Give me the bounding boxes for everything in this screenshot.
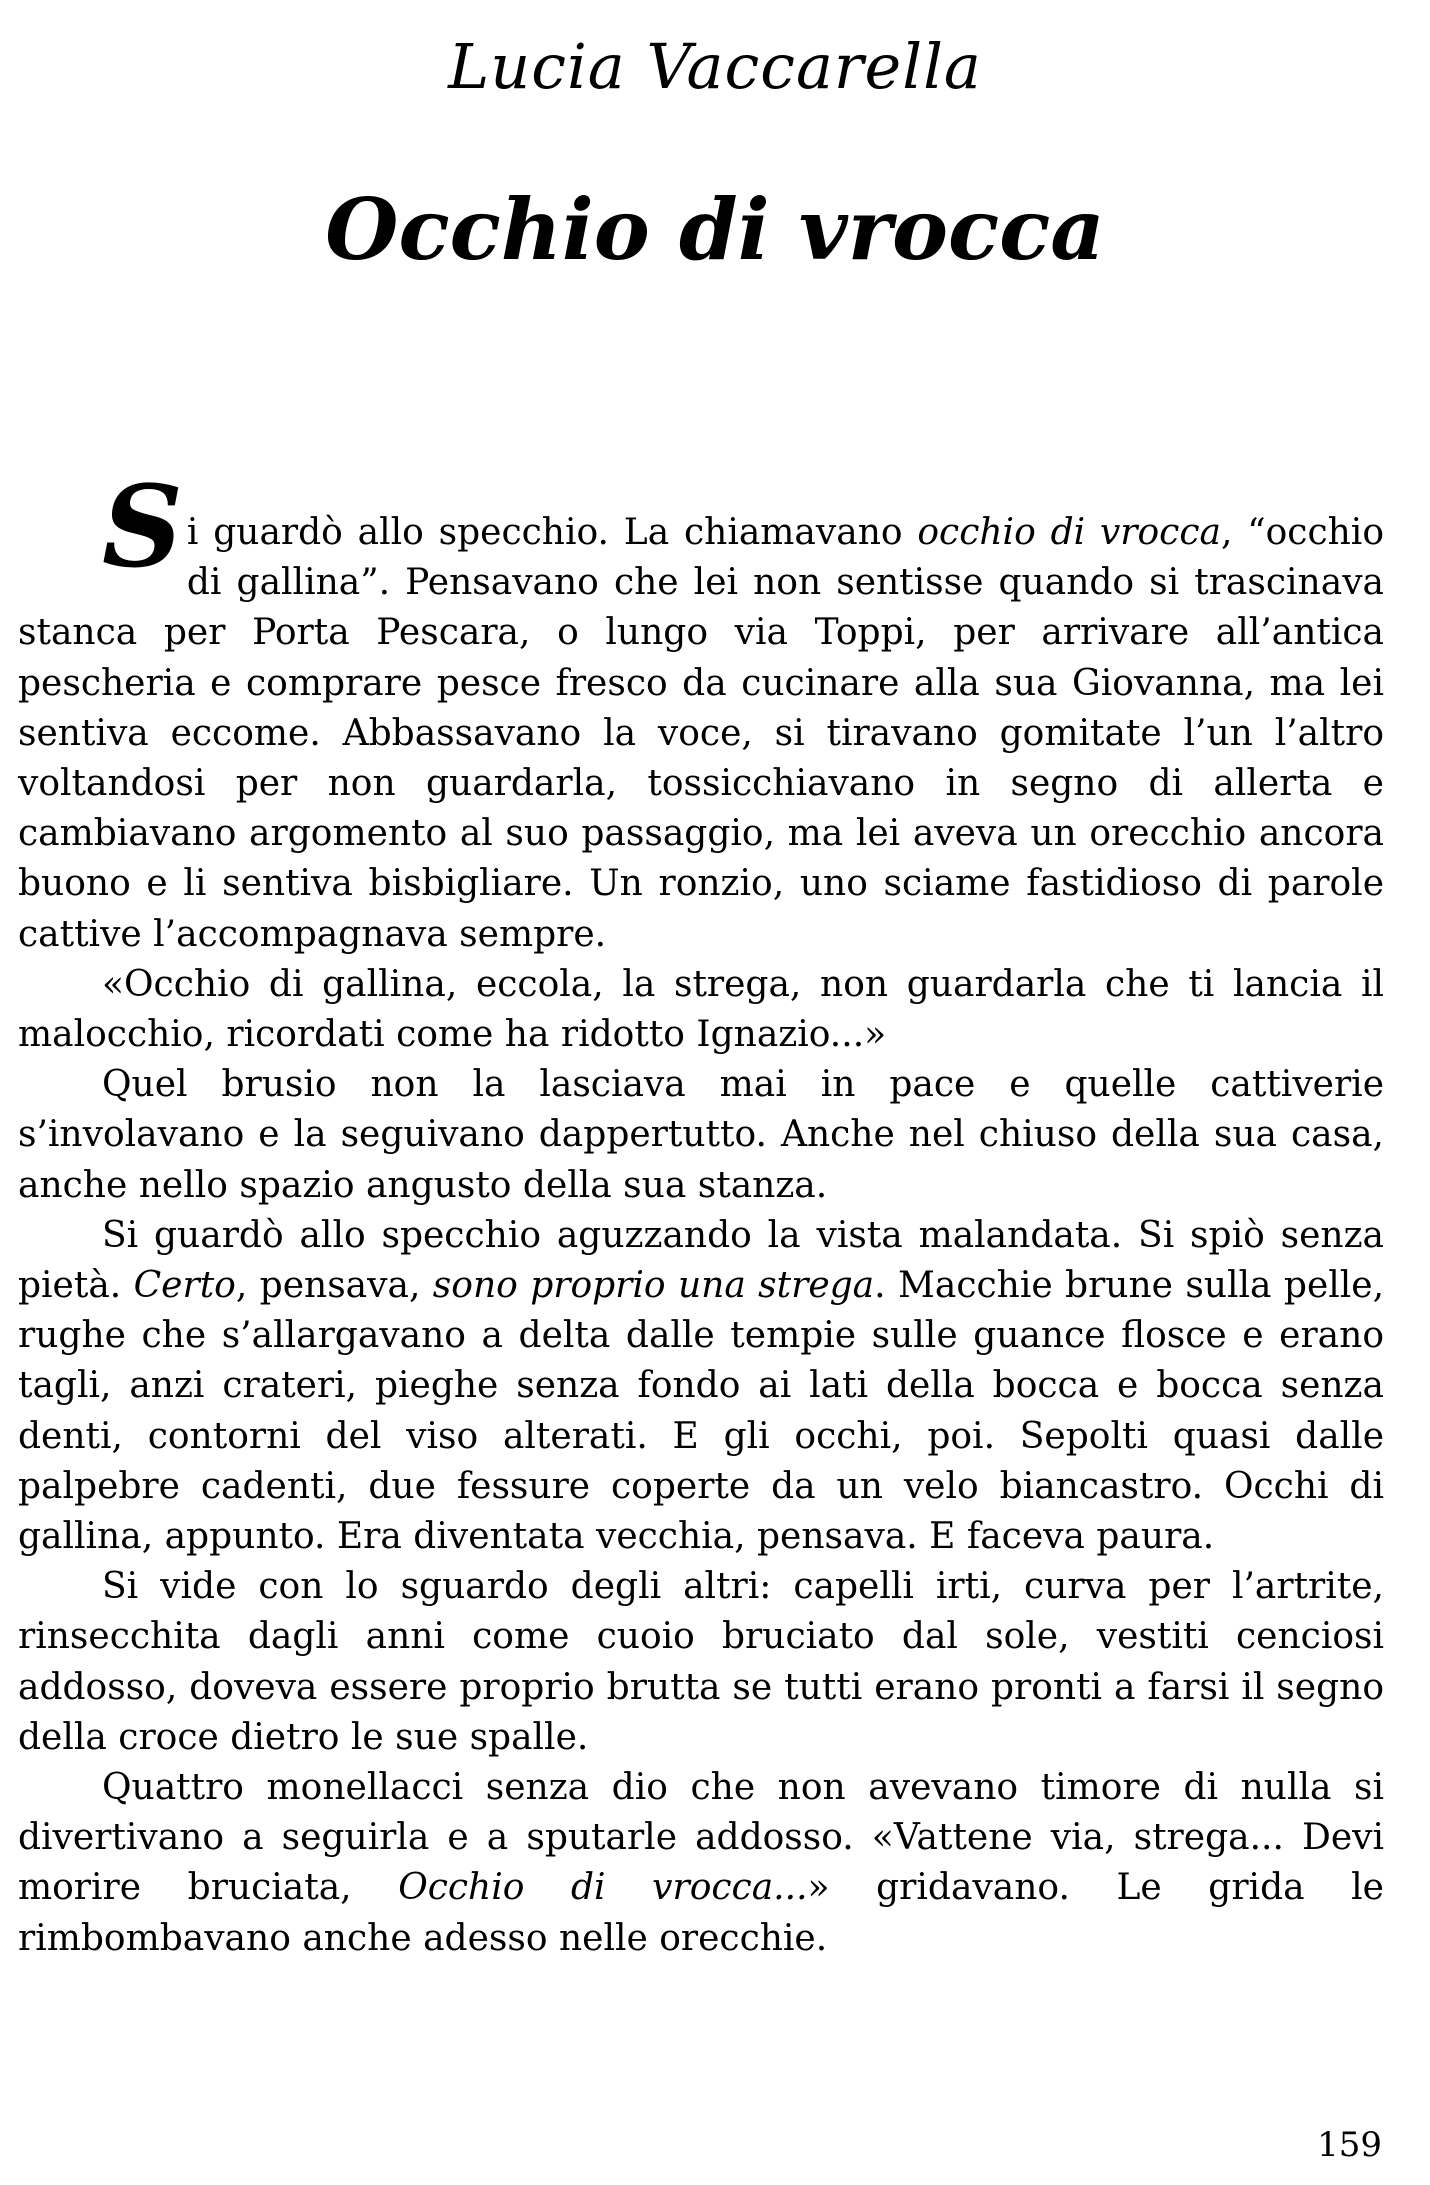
drop-cap: S (102, 462, 183, 593)
story-title: Occhio di vrocca (325, 180, 1105, 279)
text-run: Quel brusio non la lasciava mai in pace e quelle cattiverie s’involavano e la seguivano dappertutto. Anche nel chiuso della sua casa, anche nello spazio angusto della sua stanza. (18, 1064, 1384, 1206)
paragraph (18, 1562, 1384, 1763)
text-run: . Macchie brune sulla pelle, rughe che s’allargavano a delta dalle tempie sulle guance flosce e erano tagli, anzi crateri, pieghe senza fondo ai lati della bocca e bocca senza denti, contorni del viso alterati. E gli occhi, poi. Sepolti quasi dalle palpebre cadenti, due fessure coperte da un velo biancastro. Occhi di gallina, appunto. Era diventata vecchia, pensava. E faceva paura. (18, 1265, 1385, 1558)
paragraph (18, 1211, 1384, 1562)
text-run: Quattro monellacci senza dio che non avevano timore di nulla si divertivano a seguirla e a sputarle addosso. «Vattene via, strega... Devi morire bruciata, (18, 1767, 1384, 1909)
italic-run: Certo (133, 1265, 236, 1307)
text-run: » gridavano. Le grida le rimbombavano anche adesso nelle orecchie. (18, 1867, 1384, 1959)
text-run: , “occhio di gallina”. Pensavano che lei non sentisse quando si trascinava stanca per Porta Pescara, o lungo via Toppi, per arrivare all’antica pescheria e comprare pesce fresco da cucinare alla sua Giovanna, ma lei sentiva eccome. Abbassavano la voce, si tiravano gomitate l’un l’altro voltandosi per non guardarla, tossicchiavano in segno di allerta e cambiavano argomento al suo passaggio, ma lei aveva un orecchio ancora buono e li sentiva bisbigliare. Un ronzio, uno sciame fastidioso di parole cattive l’accompagnava sempre. (18, 512, 1384, 955)
italic-run: sono proprio una strega (432, 1265, 875, 1307)
story-body (18, 462, 1385, 1964)
italic-run: Occhio di vrocca... (398, 1867, 808, 1909)
italic-run: occhio di vrocca (917, 512, 1221, 553)
paragraph (18, 1763, 1384, 1964)
paragraph (18, 960, 1384, 1060)
text-run: Si guardò allo specchio aguzzando la vista malandata. Si spiò senza pietà. (18, 1214, 1384, 1307)
text-run: Si vide con lo sguardo degli altri: capelli irti, curva per l’artrite, rinsecchita dagli anni come cuoio bruciato dal sole, vestiti cenciosi addosso, doveva essere proprio brutta se tutti erano pronti a farsi il segno della croce dietro le sue spalle. (18, 1566, 1384, 1758)
author-name: Lucia Vaccarella (448, 30, 982, 103)
page-number: 159 (1317, 2125, 1382, 2165)
paragraph (18, 1060, 1384, 1211)
text-run: i guardò allo specchio. La chiamavano (186, 512, 918, 553)
text-run: , pensava, (235, 1265, 433, 1307)
text-run: «Occhio di gallina, eccola, la strega, non guardarla che ti lancia il malocchio, ricordati come ha ridotto Ignazio...» (18, 963, 1384, 1056)
paragraph (18, 462, 1384, 960)
